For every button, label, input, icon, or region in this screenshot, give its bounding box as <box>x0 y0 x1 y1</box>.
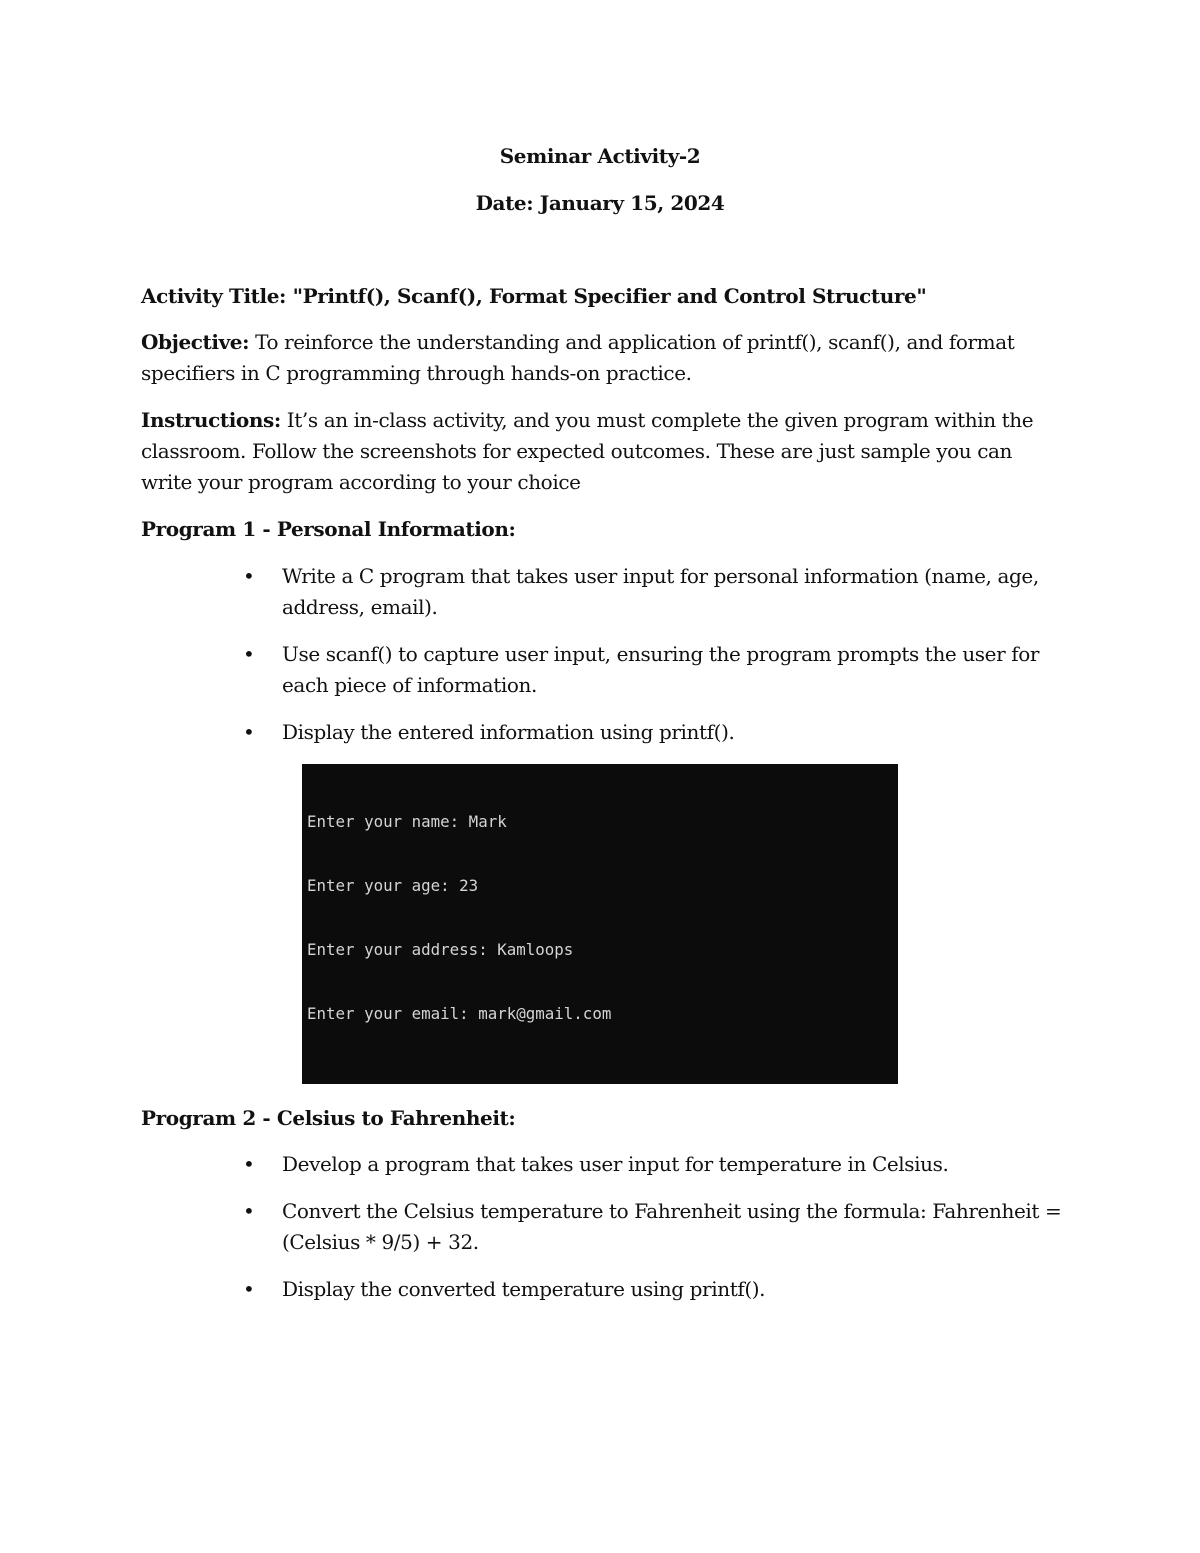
objective-label: Objective: <box>141 330 250 354</box>
document-title: Seminar Activity-2 <box>499 144 701 168</box>
bullet-text: Convert the Celsius temperature to Fahrenheit using the formula: Fahrenheit = (Celsius * 9/5) + 32. <box>282 1199 1062 1254</box>
program2-heading: Program 2 - Celsius to Fahrenheit: <box>141 1106 516 1130</box>
console-line: Enter your address: Kamloops <box>307 940 574 960</box>
activity-title-label: Activity Title: <box>141 284 286 308</box>
bullet-icon: • <box>243 1277 255 1301</box>
activity-title <box>141 281 1056 312</box>
bullet-text: Display the converted temperature using printf(). <box>282 1277 766 1301</box>
bullet-icon: • <box>243 720 255 744</box>
instructions-label: Instructions: <box>141 408 281 432</box>
bullet-text: Develop a program that takes user input for temperature in Celsius. <box>282 1152 949 1176</box>
instructions-text: It’s an in-class activity, and you must complete the given program within the classroom. Follow the screenshots for expected outcomes. These are just sample you can write your program according to your choice <box>141 408 1034 494</box>
instructions-paragraph <box>141 405 1056 498</box>
bullet-icon: • <box>243 564 255 588</box>
console-line <box>307 1068 898 1084</box>
console-output-screenshot <box>302 764 898 1084</box>
activity-title-value: "Printf(), Scanf(), Format Specifier and Control Structure" <box>292 284 927 308</box>
document-date: Date: January 15, 2024 <box>475 191 725 215</box>
bullet-text: Use scanf() to capture user input, ensuring the program prompts the user for each piece of information. <box>282 642 1040 697</box>
console-line: Enter your age: 23 <box>307 876 479 896</box>
bullet-text: Write a C program that takes user input for personal information (name, age, address, email). <box>282 564 1039 619</box>
objective-paragraph <box>141 327 1056 389</box>
bullet-icon: • <box>243 1152 255 1176</box>
console-line: Enter your name: Mark <box>307 811 507 831</box>
objective-text: To reinforce the understanding and application of printf(), scanf(), and format specifiers in C programming through hands-on practice. <box>141 330 1015 385</box>
bullet-icon: • <box>243 1199 255 1223</box>
program1-heading: Program 1 - Personal Information: <box>141 517 516 541</box>
bullet-icon: • <box>243 642 255 666</box>
bullet-text: Display the entered information using printf(). <box>282 720 735 744</box>
console-line: Enter your email: mark@gmail.com <box>307 1004 612 1024</box>
